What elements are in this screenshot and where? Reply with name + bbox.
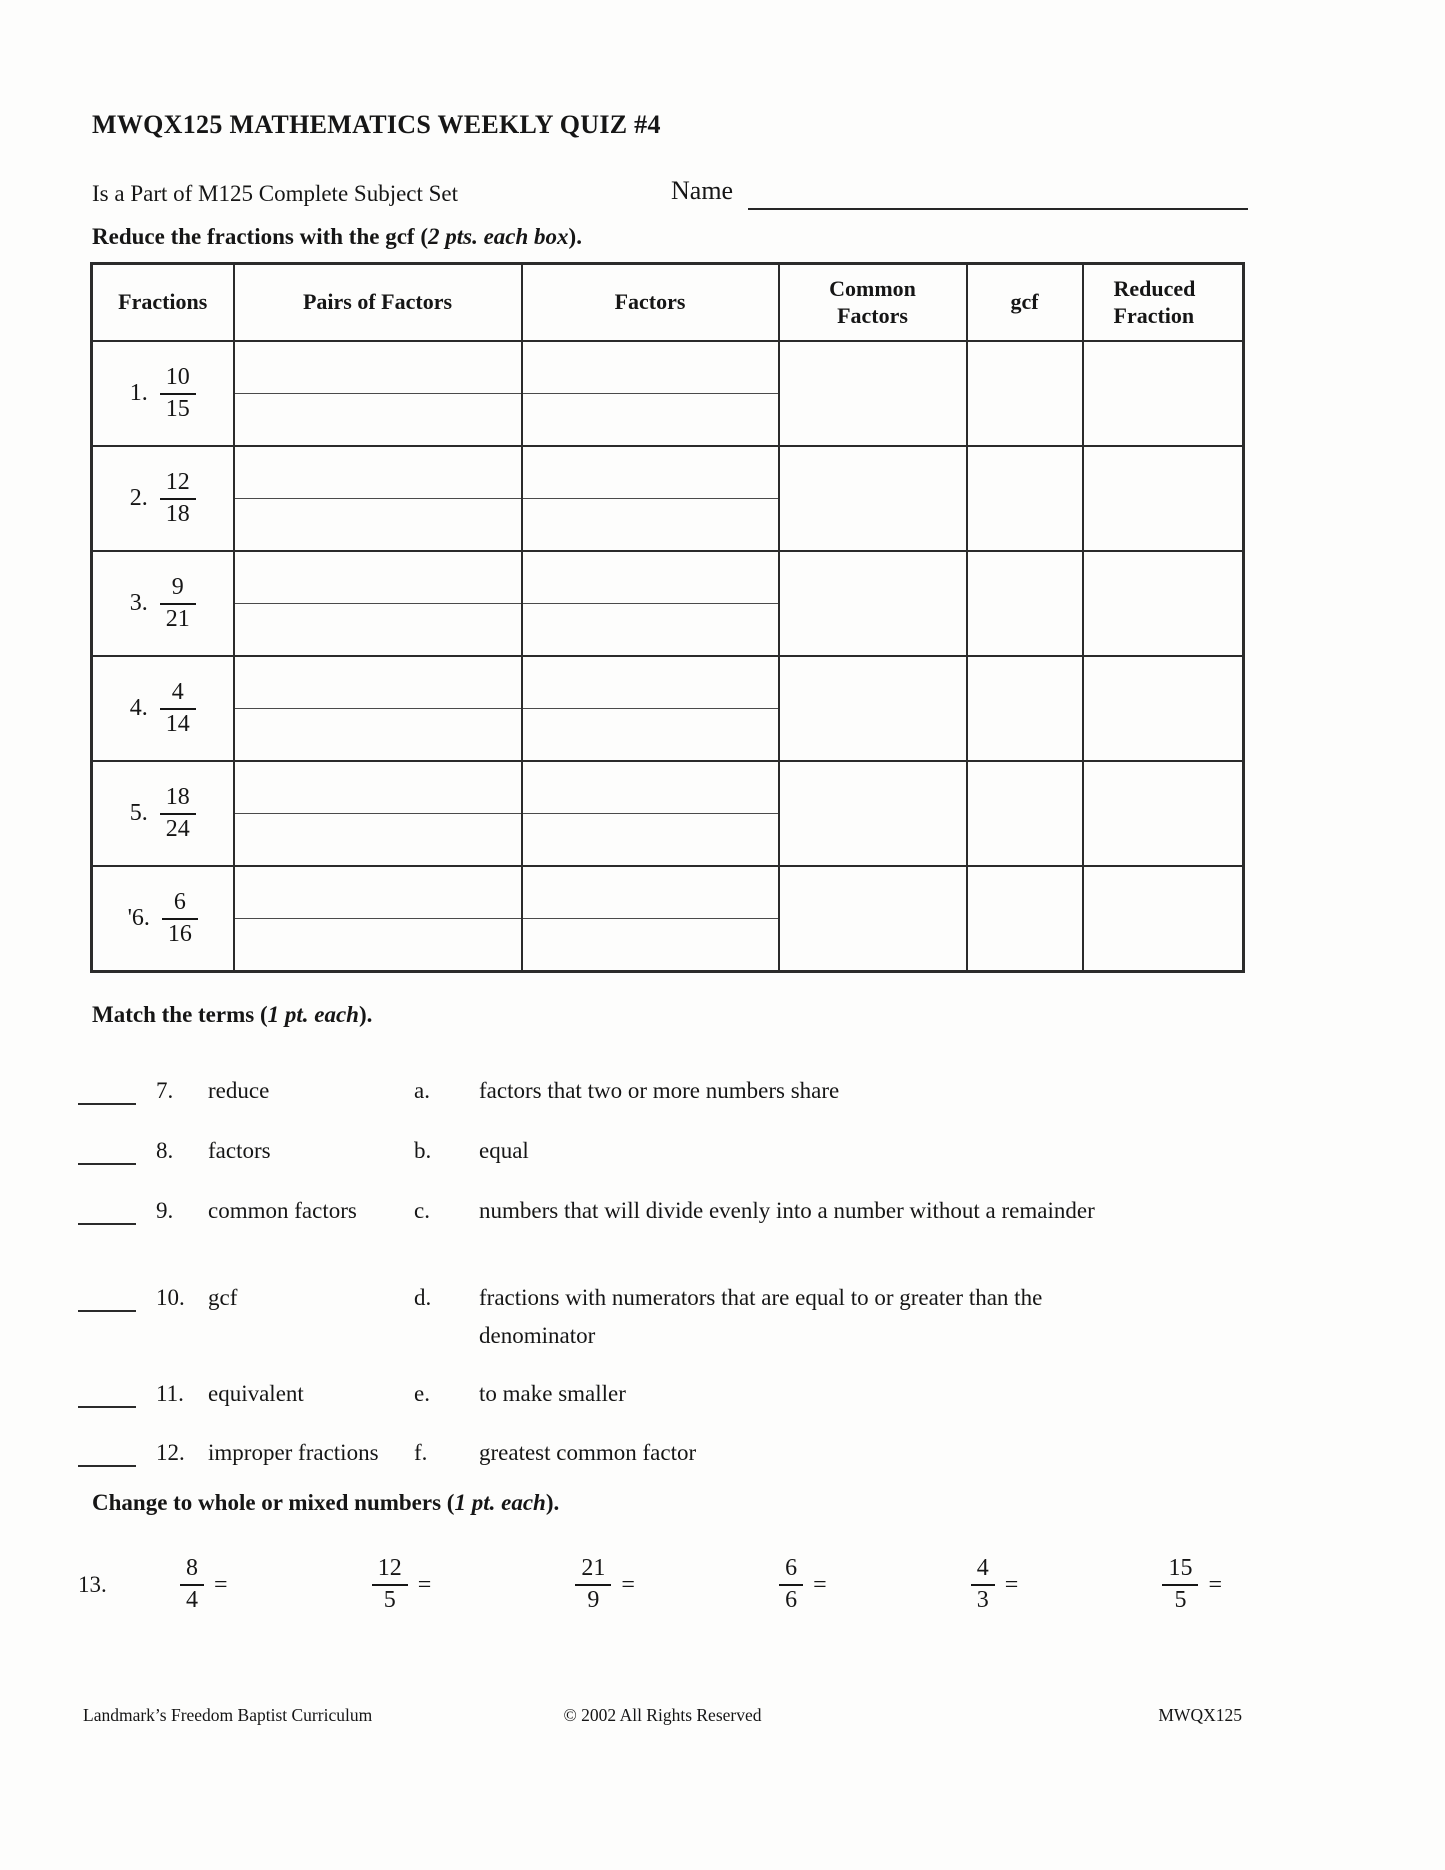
fraction [160,679,196,738]
match-number: 9. [156,1198,174,1223]
reduced-fraction-answer[interactable] [1083,446,1244,551]
pairs-of-factors-answer-bottom[interactable] [234,604,522,657]
match-item [78,1434,1099,1472]
match-definition: greatest common factor [479,1440,697,1465]
match-answer-blank[interactable] [78,1279,136,1312]
fraction-numerator: 18 [160,784,196,815]
fraction-denominator: 16 [167,920,192,947]
match-letter: b. [414,1138,432,1163]
pairs-of-factors-answer-top[interactable] [234,866,522,919]
reduced-fraction-answer[interactable] [1083,551,1244,656]
fraction-denominator: 9 [587,1587,600,1613]
common-factors-answer[interactable] [779,761,967,866]
match-section-heading [92,1002,372,1028]
heading-points-note: 1 pt. each [267,1002,359,1027]
fraction-cell [92,761,234,866]
pairs-of-factors-answer-top[interactable] [234,656,522,709]
fraction [180,1555,204,1614]
name-input-line[interactable] [748,172,1248,210]
pairs-of-factors-answer-top[interactable] [234,341,522,394]
name-label: Name [671,176,734,205]
match-letter: e. [414,1381,430,1406]
factors-answer-bottom[interactable] [522,604,779,657]
match-letter: d. [414,1285,432,1310]
factors-answer-bottom[interactable] [522,919,779,972]
fraction-denominator: 24 [165,815,190,842]
fraction-denominator: 14 [165,710,190,737]
reduce-section-heading [92,224,582,250]
convert-number: 13. [78,1572,107,1597]
factors-answer-top[interactable] [522,341,779,394]
factors-answer-top[interactable] [522,656,779,709]
match-number: 12. [156,1440,185,1465]
row-number: 4. [129,695,148,721]
equals-sign: = [214,1571,228,1598]
col-header-common-factors [779,264,967,342]
fraction-numerator: 9 [160,574,196,605]
fraction [160,469,196,528]
col-header-common-factors-text: Common Factors [829,276,916,328]
equals-sign: = [417,1571,432,1598]
match-item [78,1279,1099,1355]
page-footer [83,1705,1242,1726]
reduced-fraction-answer[interactable] [1083,761,1244,866]
match-letter: c. [414,1198,430,1223]
match-term: reduce [208,1078,270,1103]
heading-points-note: 1 pt. each [454,1490,546,1515]
fraction-numerator: 10 [160,364,196,395]
match-term: gcf [208,1285,238,1310]
match-term: improper fractions [208,1440,379,1465]
table-header-row [92,264,1244,342]
pairs-of-factors-answer-bottom[interactable] [234,394,522,447]
match-answer-blank[interactable] [78,1132,136,1165]
gcf-answer[interactable] [967,341,1083,446]
common-factors-answer[interactable] [779,446,967,551]
fraction-denominator: 5 [1174,1587,1187,1613]
convert-problem[interactable] [1162,1555,1222,1614]
pairs-of-factors-answer-bottom[interactable] [234,709,522,762]
gcf-answer[interactable] [967,866,1083,972]
factors-answer-top[interactable] [522,446,779,499]
match-answer-blank[interactable] [78,1072,136,1105]
fraction-numerator: 4 [160,679,196,710]
row-number: '6. [127,905,150,931]
fraction-denominator: 5 [383,1587,396,1613]
fraction [160,364,196,423]
match-letter: a. [414,1078,430,1103]
table-row [92,551,1244,604]
factors-answer-bottom[interactable] [522,814,779,867]
fraction-denominator: 18 [165,500,190,527]
convert-section-heading [92,1490,559,1516]
fraction-numerator: 12 [372,1555,408,1586]
reduced-fraction-answer[interactable] [1083,656,1244,761]
factors-answer-bottom[interactable] [522,394,779,447]
fraction-cell [92,866,234,972]
reduced-fraction-answer[interactable] [1083,341,1244,446]
col-header-pairs-of-factors: Pairs of Factors [234,264,522,342]
footer-copyright: © 2002 All Rights Reserved [563,1705,762,1725]
fraction [160,574,196,633]
match-number: 11. [156,1381,184,1406]
heading-text: Reduce the fractions with the gcf ( [92,224,428,249]
equals-sign: = [621,1571,635,1598]
table-row [92,341,1244,394]
match-definition: fractions with numerators that are equal to or greater than the denominator [479,1285,1043,1348]
table-row [92,866,1244,919]
table-row [92,446,1244,499]
gcf-answer[interactable] [967,656,1083,761]
footer-code: MWQX125 [1158,1705,1242,1725]
match-item [78,1072,1099,1110]
pairs-of-factors-answer-top[interactable] [234,761,522,814]
convert-problem[interactable] [180,1555,228,1614]
fraction [1162,1555,1198,1614]
match-answer-blank[interactable] [78,1434,136,1467]
fraction [779,1555,803,1614]
col-header-reduced-fraction-text: Reduced Fraction [1113,276,1196,328]
common-factors-answer[interactable] [779,656,967,761]
match-number: 8. [156,1138,174,1163]
heading-text-end: ). [358,1002,373,1027]
heading-text-end: ). [568,224,582,249]
match-definition: numbers that will divide evenly into a number without a remainder [479,1198,1095,1223]
fraction-cell [92,341,234,446]
match-letter: f. [414,1440,428,1465]
match-item [78,1375,1099,1413]
fraction [162,889,198,948]
fraction [372,1555,408,1614]
table-row [92,761,1244,814]
heading-text: Change to whole or mixed numbers ( [92,1490,455,1515]
match-item [78,1132,1099,1170]
match-answer-blank[interactable] [78,1192,136,1225]
pairs-of-factors-answer-top[interactable] [234,446,522,499]
fraction-denominator: 3 [976,1587,989,1613]
row-number: 3. [129,590,148,616]
fraction-numerator: 8 [180,1555,204,1586]
match-definition: factors that two or more numbers share [479,1078,840,1103]
col-header-reduced-fraction [1083,264,1244,342]
convert-problem[interactable] [971,1555,1019,1614]
equals-sign: = [1208,1571,1222,1598]
convert-problem[interactable] [779,1555,827,1614]
equals-sign: = [813,1571,827,1598]
row-number: 1. [129,380,148,406]
table-row [92,656,1244,709]
factors-answer-bottom[interactable] [522,709,779,762]
convert-problems-row [78,1535,1230,1635]
match-definition: to make smaller [479,1381,626,1406]
col-header-fractions: Fractions [92,264,234,342]
pairs-of-factors-answer-top[interactable] [234,551,522,604]
convert-problems [180,1555,1230,1614]
fraction-denominator: 15 [165,395,190,422]
footer-publisher: Landmark’s Freedom Baptist Curriculum [83,1705,373,1725]
pairs-of-factors-answer-bottom[interactable] [234,814,522,867]
common-factors-answer[interactable] [779,341,967,446]
match-term: equivalent [208,1381,304,1406]
heading-points-note: 2 pts. each box [427,224,569,249]
match-number: 7. [156,1078,174,1103]
fraction [575,1555,611,1614]
reduce-fractions-table [90,262,1245,973]
row-number: 5. [129,800,148,826]
gcf-answer[interactable] [967,761,1083,866]
heading-text-end: ). [545,1490,560,1515]
common-factors-answer[interactable] [779,866,967,972]
match-term: common factors [208,1198,357,1223]
fraction-numerator: 15 [1162,1555,1198,1586]
match-number: 10. [156,1285,185,1310]
convert-problem[interactable] [575,1555,635,1614]
match-definition: equal [479,1138,529,1163]
fraction [971,1555,995,1614]
gcf-answer[interactable] [967,446,1083,551]
fraction-cell [92,446,234,551]
page-title: MWQX125 MATHEMATICS WEEKLY QUIZ #4 [92,110,661,139]
fraction-numerator: 12 [160,469,196,500]
fraction-denominator: 4 [186,1587,198,1613]
fraction-numerator: 6 [162,889,198,920]
fraction-cell [92,656,234,761]
match-term: factors [208,1138,271,1163]
pairs-of-factors-answer-bottom[interactable] [234,919,522,972]
common-factors-answer[interactable] [779,551,967,656]
heading-text: Match the terms ( [92,1002,268,1027]
reduced-fraction-answer[interactable] [1083,866,1244,972]
equals-sign: = [1004,1571,1019,1598]
fraction-denominator: 6 [785,1587,798,1613]
subtitle: Is a Part of M125 Complete Subject Set [92,181,459,206]
fraction-denominator: 21 [165,605,190,632]
col-header-gcf: gcf [967,264,1083,342]
fraction-numerator: 6 [779,1555,803,1586]
match-item [78,1192,1099,1230]
convert-problem[interactable] [372,1555,432,1614]
pairs-of-factors-answer-bottom[interactable] [234,499,522,552]
factors-answer-top[interactable] [522,866,779,919]
fraction [160,784,196,843]
factors-answer-top[interactable] [522,551,779,604]
match-answer-blank[interactable] [78,1375,136,1408]
fraction-numerator: 21 [575,1555,611,1586]
col-header-factors: Factors [522,264,779,342]
factors-answer-top[interactable] [522,761,779,814]
row-number: 2. [129,485,148,511]
fraction-numerator: 4 [971,1555,995,1586]
gcf-answer[interactable] [967,551,1083,656]
fraction-cell [92,551,234,656]
factors-answer-bottom[interactable] [522,499,779,552]
